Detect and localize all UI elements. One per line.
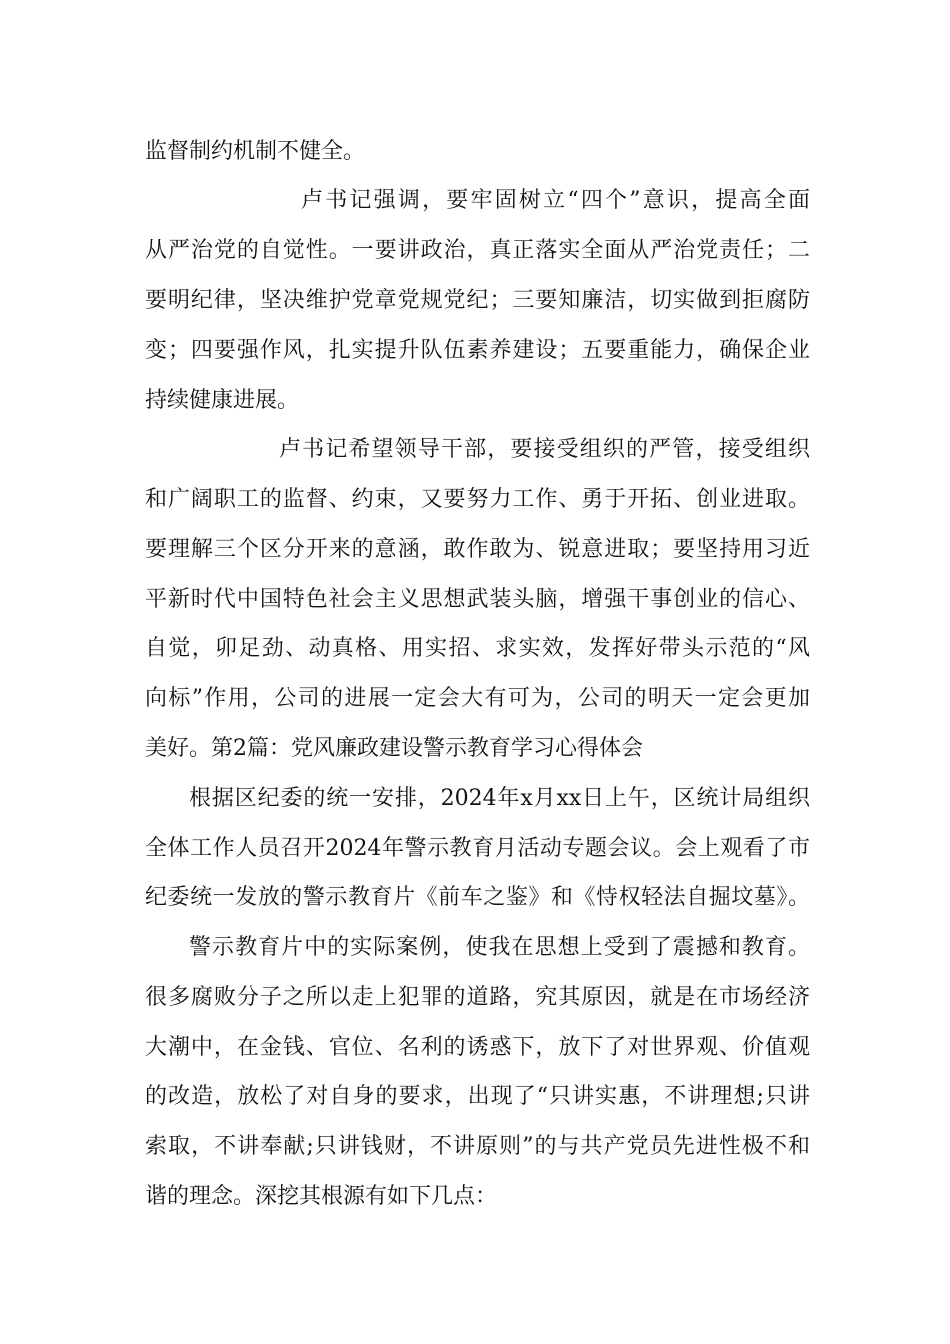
text-line-8: 和广阔职工的监督、约束，又要努力工作、勇于开拓、创业进取。 — [145, 487, 810, 512]
text-line-2: 卢书记强调，要牢固树立“四个”意识，提高全面 — [301, 188, 810, 213]
text-line-16: 纪委统一发放的警示教育片《前车之鉴》和《恃权轻法自掘坟墓》。 — [145, 885, 810, 910]
text-line-14: 根据区纪委的统一安排，2024年x月xx日上午，区统计局组织 — [189, 786, 810, 811]
text-line-7: 卢书记希望领导干部，要接受组织的严管，接受组织 — [279, 437, 810, 462]
text-line-22: 谐的理念。深挖其根源有如下几点： — [145, 1184, 498, 1209]
text-line-1: 监督制约机制不健全。 — [145, 139, 366, 164]
text-line-9: 要理解三个区分开来的意涵，敢作敢为、锐意进取；要坚持用习近 — [145, 537, 810, 562]
text-line-4: 要明纪律，坚决维护党章党规党纪；三要知廉洁，切实做到拒腐防 — [145, 288, 810, 313]
text-line-3: 从严治党的自觉性。一要讲政治，真正落实全面从严治党责任；二 — [145, 238, 810, 263]
text-line-21: 索取，不讲奉献;只讲钱财，不讲原则”的与共产党员先进性极不和 — [145, 1134, 810, 1159]
text-line-12: 向标”作用，公司的进展一定会大有可为，公司的明天一定会更加 — [145, 686, 810, 711]
text-line-19: 大潮中，在金钱、官位、名利的诱惑下，放下了对世界观、价值观 — [145, 1035, 810, 1060]
text-line-11: 自觉，卯足劲、动真格、用实招、求实效，发挥好带头示范的“风 — [145, 636, 810, 661]
text-line-18: 很多腐败分子之所以走上犯罪的道路，究其原因，就是在市场经济 — [145, 985, 810, 1010]
text-line-17: 警示教育片中的实际案例，使我在思想上受到了震撼和教育。 — [189, 935, 810, 960]
text-line-15: 全体工作人员召开2024年警示教育月活动专题会议。会上观看了市 — [145, 836, 810, 861]
text-line-20: 的改造，放松了对自身的要求，出现了“只讲实惠，不讲理想;只讲 — [145, 1084, 810, 1109]
text-line-13: 美好。第2篇：党风廉政建设警示教育学习心得体会 — [145, 736, 643, 761]
text-line-6: 持续健康进展。 — [145, 388, 300, 413]
text-line-5: 变；四要强作风，扎实提升队伍素养建设；五要重能力，确保企业 — [145, 338, 810, 363]
text-line-10: 平新时代中国特色社会主义思想武装头脑，增强干事创业的信心、 — [145, 587, 810, 612]
